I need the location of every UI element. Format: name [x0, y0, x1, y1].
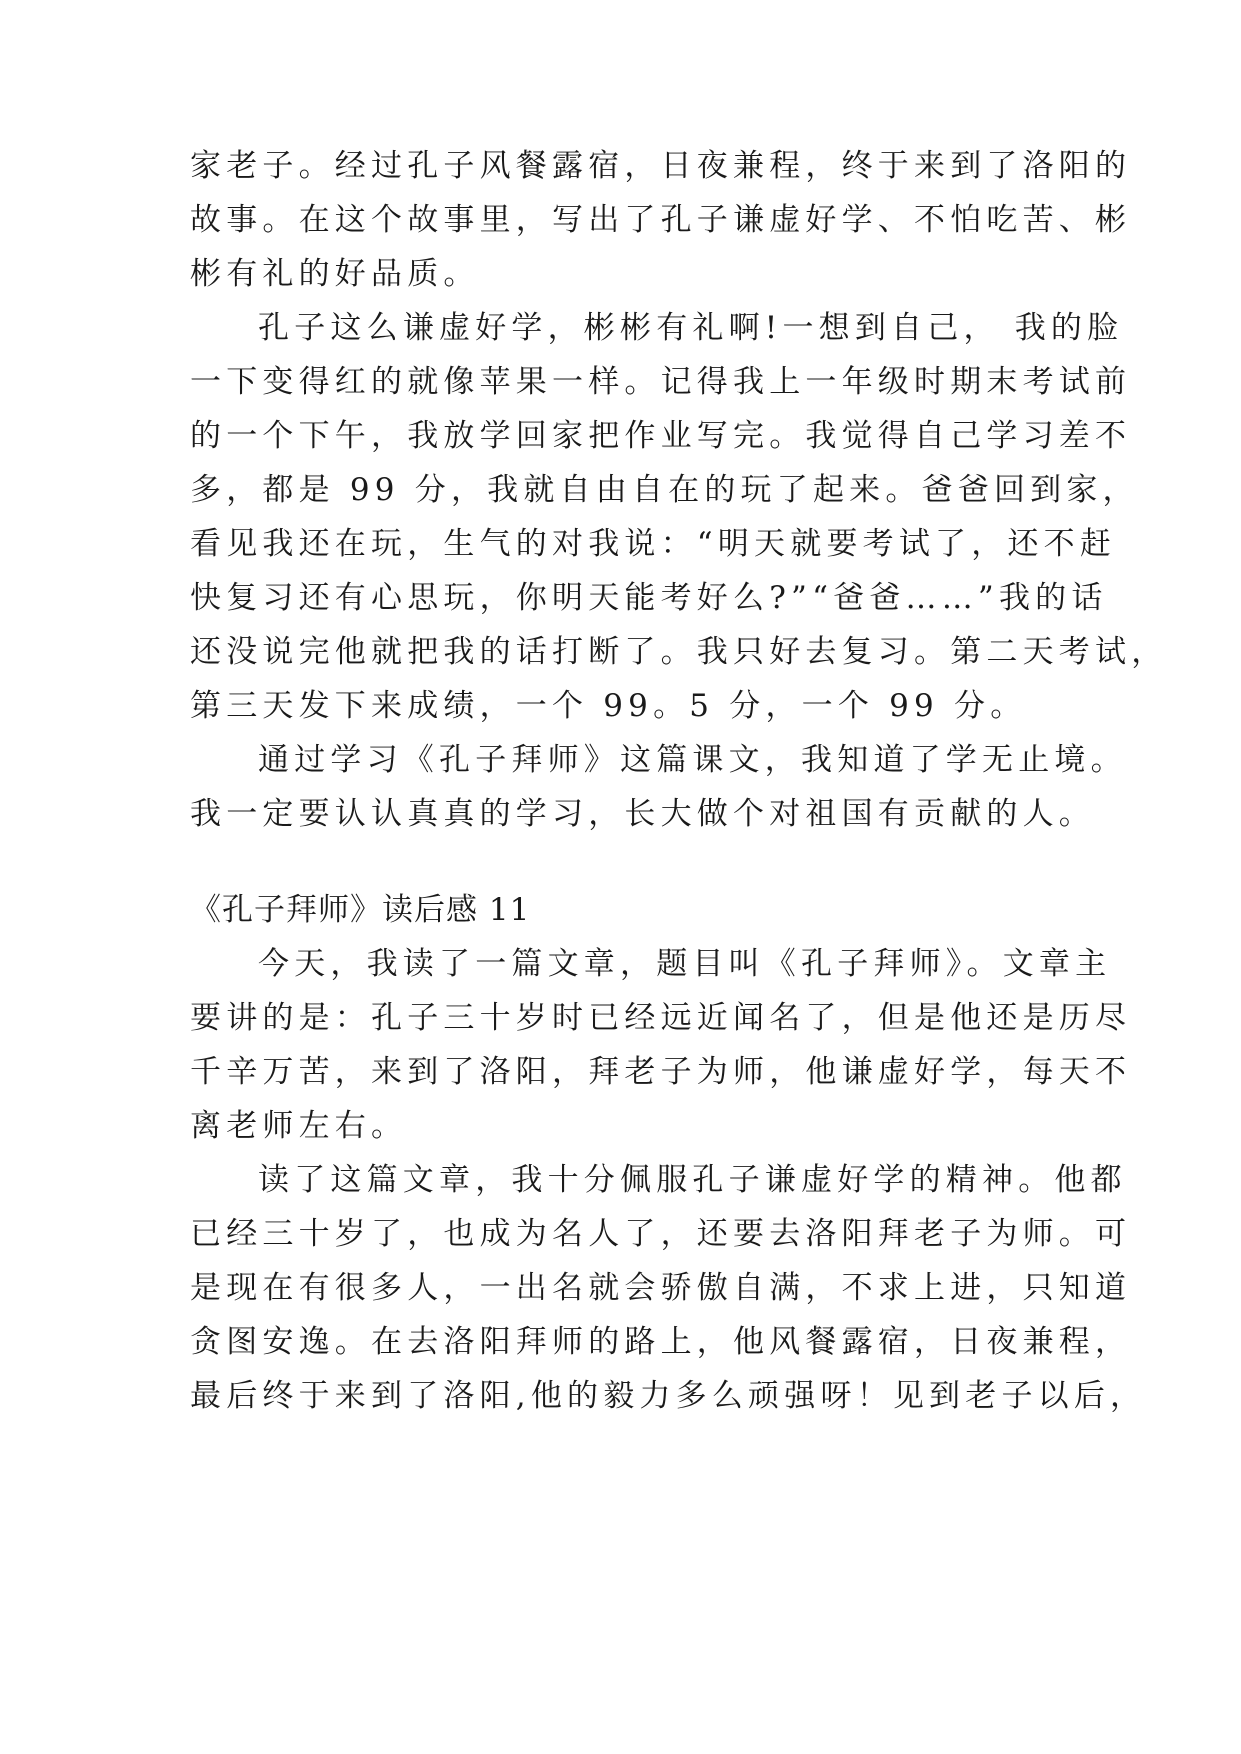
paragraph-line: 最后终于来到了洛阳,他的毅力多么顽强呀！见到老子以后， [190, 1378, 1147, 1414]
paragraph-line: 多，都是 99 分，我就自由自在的玩了起来。爸爸回到家， [190, 472, 1139, 508]
paragraph-line: 贪图安逸。在去洛阳拜师的路上，他风餐露宿，日夜兼程， [190, 1324, 1132, 1360]
paragraph-line: 我一定要认认真真的学习，长大做个对祖国有贡献的人。 [190, 796, 1095, 832]
paragraph-line: 彬有礼的好品质。 [190, 256, 480, 292]
paragraph-line: 家老子。经过孔子风餐露宿，日夜兼程，终于来到了洛阳的 [190, 148, 1132, 184]
paragraph-line: 要讲的是：孔子三十岁时已经远近闻名了，但是他还是历尽 [190, 1000, 1132, 1036]
section-title: 《孔子拜师》读后感 11 [190, 892, 531, 928]
paragraph-line: 读了这篇文章，我十分佩服孔子谦虚好学的精神。他都 [258, 1162, 1127, 1198]
paragraph-line: 是现在有很多人，一出名就会骄傲自满，不求上进，只知道 [190, 1270, 1132, 1306]
paragraph-line: 千辛万苦，来到了洛阳，拜老子为师，他谦虚好学，每天不 [190, 1054, 1132, 1090]
paragraph-line: 今天，我读了一篇文章，题目叫《孔子拜师》。文章主 [258, 946, 1112, 982]
paragraph-line: 一下变得红的就像苹果一样。记得我上一年级时期末考试前 [190, 364, 1132, 400]
paragraph-line: 看见我还在玩，生气的对我说：“明天就要考试了，还不赶 [190, 526, 1117, 562]
paragraph-line: 通过学习《孔子拜师》这篇课文，我知道了学无止境。 [258, 742, 1127, 778]
paragraph-line: 已经三十岁了，也成为名人了，还要去洛阳拜老子为师。可 [190, 1216, 1132, 1252]
paragraph-line: 孔子这么谦虚好学，彬彬有礼啊!一想到自己， 我的脸 [258, 310, 1124, 346]
paragraph-line: 快复习还有心思玩，你明天能考好么?”“爸爸……”我的话 [190, 580, 1108, 616]
paragraph-line: 离老师左右。 [190, 1108, 408, 1144]
paragraph-line: 第三天发下来成绩，一个 99。5 分，一个 99 分。 [190, 688, 1027, 724]
paragraph-line: 故事。在这个故事里，写出了孔子谦虚好学、不怕吃苦、彬 [190, 202, 1132, 238]
paragraph-line: 还没说完他就把我的话打断了。我只好去复习。第二天考试， [190, 634, 1168, 670]
paragraph-line: 的一个下午，我放学回家把作业写完。我觉得自己学习差不 [190, 418, 1132, 454]
